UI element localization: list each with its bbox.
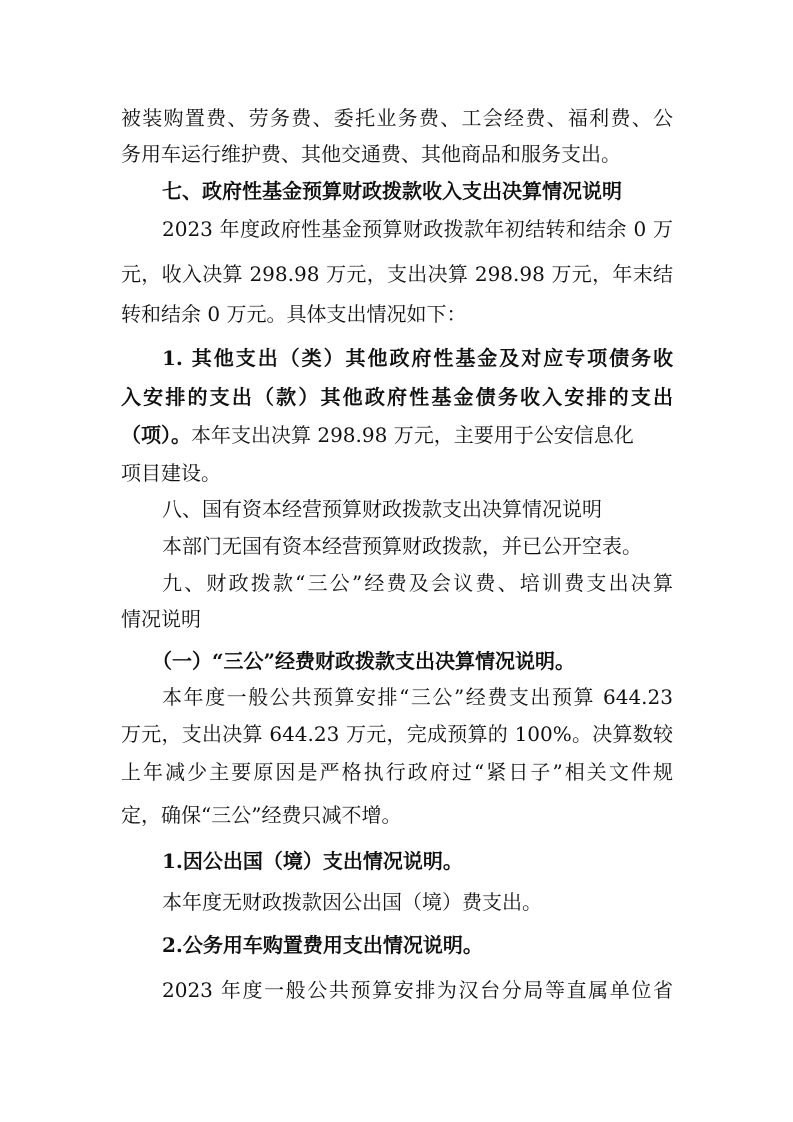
text-line: 本年度无财政拨款因公出国（境）费支出。 xyxy=(162,890,542,914)
section-heading-8: 八、国有资本经营预算财政拨款支出决算情况说明 xyxy=(162,497,602,521)
text-line: 本年度一般公共预算安排“三公”经费支出预算 644.23 xyxy=(162,685,673,709)
subsection-heading: 2.公务用车购置费用支出情况说明。 xyxy=(162,933,483,957)
text-line: 务用车运行维护费、其他交通费、其他商品和服务支出。 xyxy=(121,142,621,166)
item-text: 本年支出决算 298.98 万元，主要用于公安信息化 xyxy=(191,423,634,447)
item-heading-end: （项）。 xyxy=(121,423,191,447)
text-line: 元，收入决算 298.98 万元，支出决算 298.98 万元，年末结 xyxy=(121,262,673,286)
text-line: 万元，支出决算 644.23 万元，完成预算的 100%。决算数较 xyxy=(121,722,673,746)
subsection-heading: （一）“三公”经费财政拨款支出决算情况说明。 xyxy=(152,649,576,673)
section-heading-9-cont: 情况说明 xyxy=(121,607,201,631)
section-heading-9: 九、财政拨款“三公”经费及会议费、培训费支出决算 xyxy=(162,571,673,595)
text-line: 定，确保“三公”经费只减不增。 xyxy=(121,803,402,827)
text-line xyxy=(121,422,673,448)
text-line: 转和结余 0 万元。具体支出情况如下： xyxy=(121,302,467,326)
text-line: 项目建设。 xyxy=(121,461,221,485)
subsection-heading: 1.因公出国（境）支出情况说明。 xyxy=(162,849,463,873)
section-heading-7: 七、政府性基金预算财政拨款收入支出决算情况说明 xyxy=(162,179,622,203)
item-heading: 入安排的支出（款）其他政府性基金债务收入安排的支出 xyxy=(121,385,673,409)
text-line: 2023 年度一般公共预算安排为汉台分局等直属单位省 xyxy=(162,978,673,1002)
text-line: 2023 年度政府性基金预算财政拨款年初结转和结余 0 万 xyxy=(162,217,673,241)
text-line: 被装购置费、劳务费、委托业务费、工会经费、福利费、公 xyxy=(121,106,673,130)
item-heading: 1. 其他支出（类）其他政府性基金及对应专项债务收 xyxy=(162,346,673,370)
text-line: 本部门无国有资本经营预算财政拨款，并已公开空表。 xyxy=(162,534,642,558)
text-line: 上年减少主要原因是严格执行政府过“紧日子”相关文件规 xyxy=(121,760,673,784)
